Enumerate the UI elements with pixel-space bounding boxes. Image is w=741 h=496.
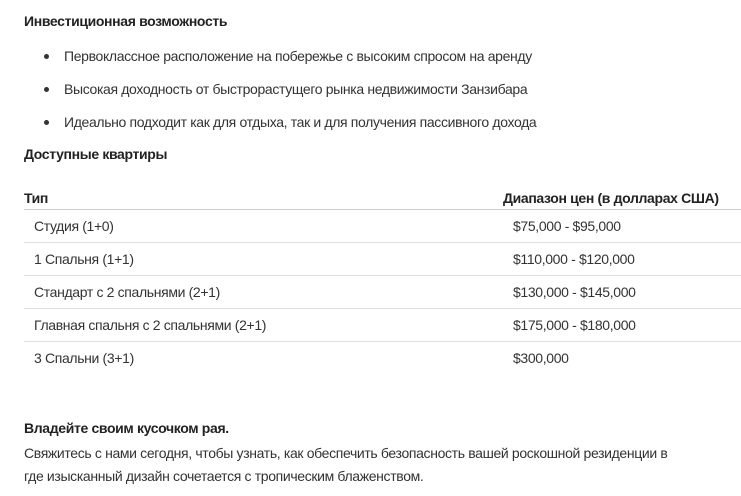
cell-type: Главная спальня с 2 спальнями (2+1)	[34, 317, 267, 333]
cell-price: $300,000	[513, 350, 569, 366]
list-item	[0, 73, 536, 106]
bullet-icon	[44, 120, 49, 125]
apartments-heading: Доступные квартиры	[24, 146, 168, 162]
cta-line: Свяжитесь с нами сегодня, чтобы узнать, как обеспечить безопасность вашей роскошной резиденции в	[24, 445, 668, 461]
table-header	[24, 185, 741, 210]
column-header-type: Тип	[24, 190, 49, 206]
cell-type: Стандарт с 2 спальнями (2+1)	[34, 284, 220, 300]
table-row	[24, 342, 741, 374]
bullet-icon	[44, 87, 49, 92]
investment-heading: Инвестиционная возможность	[24, 13, 228, 29]
cell-type: 3 Спальни (3+1)	[34, 350, 134, 366]
cell-price: $130,000 - $145,000	[513, 284, 636, 300]
table-row	[24, 243, 741, 276]
table-row	[24, 210, 741, 243]
list-item	[0, 106, 536, 139]
cell-price: $110,000 - $120,000	[513, 251, 635, 267]
investment-bullet-list	[0, 40, 536, 139]
list-item	[0, 40, 536, 73]
cell-type: Студия (1+0)	[34, 218, 114, 234]
bullet-text: Первоклассное расположение на побережье с высоким спросом на аренду	[64, 48, 532, 64]
table-row	[24, 276, 741, 309]
column-header-price: Диапазон цен (в долларах США)	[503, 190, 719, 206]
apartments-table	[24, 185, 741, 374]
cell-type: 1 Спальня (1+1)	[34, 251, 134, 267]
cta-heading: Владейте своим кусочком рая.	[24, 420, 229, 436]
bullet-text: Идеально подходит как для отдыха, так и для получения пассивного дохода	[64, 114, 537, 130]
cta-paragraph	[24, 442, 741, 488]
table-row	[24, 309, 741, 342]
cta-line: где изысканный дизайн сочетается с тропическим блаженством.	[24, 468, 424, 484]
bullet-icon	[44, 54, 49, 59]
bullet-text: Высокая доходность от быстрорастущего рынка недвижимости Занзибара	[64, 81, 528, 97]
cell-price: $75,000 - $95,000	[513, 218, 621, 234]
cell-price: $175,000 - $180,000	[513, 317, 636, 333]
